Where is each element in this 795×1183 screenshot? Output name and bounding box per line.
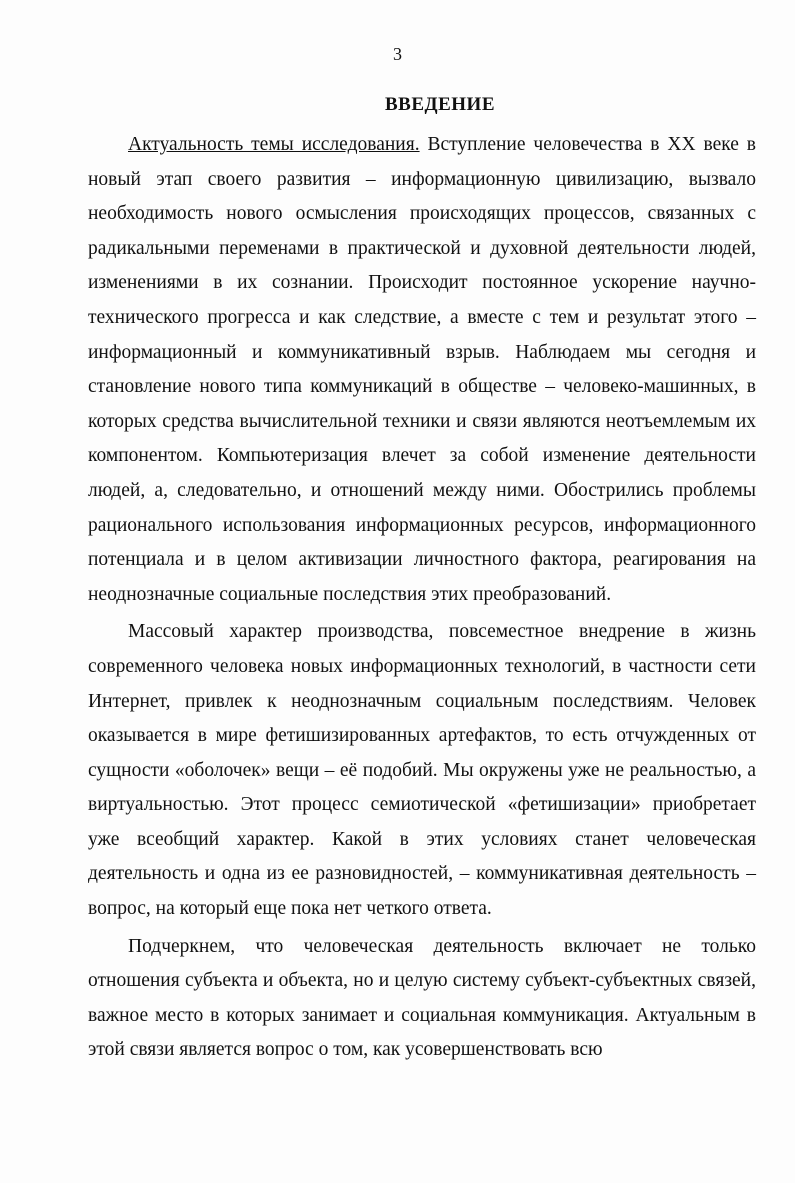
paragraph-1: [88, 128, 756, 612]
body-text: [88, 128, 756, 1068]
paragraph-text: Вступление человечества в XX веке в новый этап своего развития – информационную цивилизацию, вызвало необходимость нового осмысления происходящих процессов, связанных с радикальными переменами в практической и духовной деятельности людей, изменениями в их сознании. Происходит постоянное ускорение научно-технического прогресса и как следствие, а вместе с тем и результат этого – информационный и коммуникативный взрыв. Наблюдаем мы сегодня и становление нового типа коммуникаций в обществе – человеко-машинных, в которых средства вычислительной техники и связи являются неотъемлемым их компонентом. Компьютеризация влечет за собой изменение деятельности людей, а, следовательно, и отношений между ними. Обострились проблемы рационального использования информационных ресурсов, информационного потенциала и в целом активизации личностного фактора, реагирования на неоднозначные социальные последствия этих преобразований.: [88, 134, 757, 605]
page-number: 3: [393, 44, 402, 64]
paragraph-3: Подчеркнем, что человеческая деятельность включает не только отношения субъекта и объекта, но и целую систему субъект-субъектных связей, важное место в которых занимает и социальная коммуникация. Актуальным в этой связи является вопрос о том, как усовершенствовать всю: [88, 935, 756, 1061]
section-heading: ВВЕДЕНИЕ: [385, 94, 495, 115]
paragraph-lead: Актуальность темы исследования.: [128, 134, 420, 155]
paragraph-2: Массовый характер производства, повсеместное внедрение в жизнь современного человека новых информационных технологий, в частности сети Интернет, привлек к неоднозначным социальным последствиям. Человек оказывается в мире фетишизированных артефактов, то есть отчужденных от сущности «оболочек» вещи – её подобий. Мы окружены уже не реальностью, а виртуальностью. Этот процесс семиотической «фетишизации» приобретает уже всеобщий характер. Какой в этих условиях станет человеческая деятельность и одна из ее разновидностей, – коммуникативная деятельность – вопрос, на который еще пока нет четкого ответа.: [88, 621, 756, 920]
